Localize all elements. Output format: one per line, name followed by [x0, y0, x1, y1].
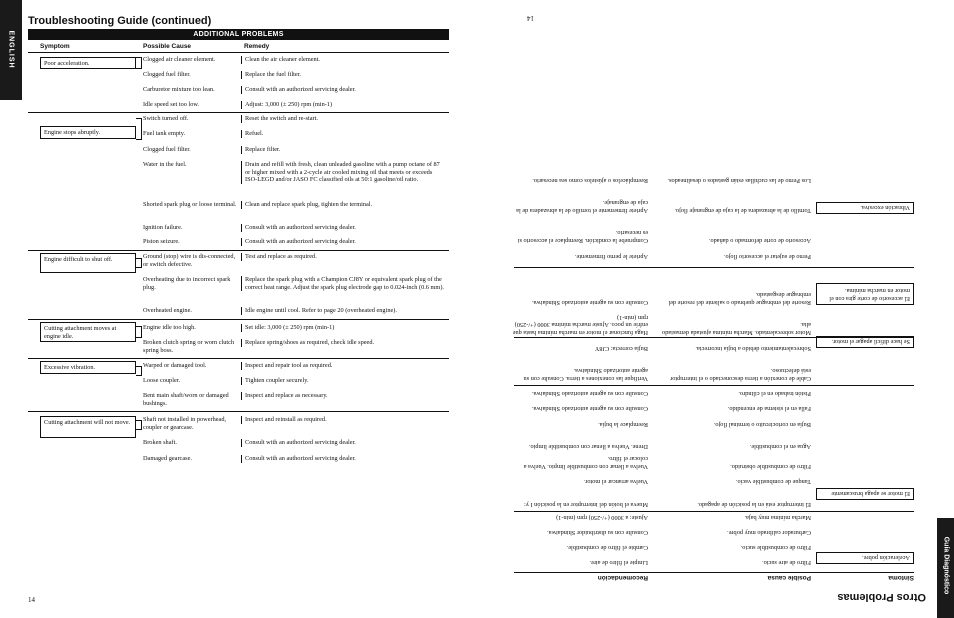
- spanish-header-symptom: Síntoma: [888, 574, 914, 581]
- remedy: Idle engine until cool. Refer to page 20 (overheated engine).: [241, 307, 446, 315]
- remedy: Refuel.: [241, 130, 446, 138]
- remedy: Consult with an authorized servicing dealer.: [241, 439, 446, 447]
- spanish-group-rule: [514, 385, 914, 386]
- possible-cause: Overheated engine.: [143, 307, 192, 314]
- symptom-bracket: [136, 57, 142, 69]
- spanish-remedy: Consulte con su agente autorizado Shindaiwa.: [531, 405, 648, 412]
- spanish-symptom-box: Se hace difícil apagar el motor.: [816, 336, 914, 348]
- section-bar: ADDITIONAL PROBLEMS: [28, 29, 449, 40]
- spanish-remedy: Bujía correcta: CJ8Y: [594, 345, 648, 352]
- spanish-possible-cause: Marcha mínima muy baja.: [744, 514, 811, 521]
- spanish-remedy: Haga funcionar el motor en marcha mínima hasta que enfríe un poco. Ajuste marcha mínima 3000 (+/-250) rpm (min-1): [512, 314, 648, 336]
- group-rule: [28, 411, 449, 412]
- spanish-possible-cause: Bujía en cortocircuito o terminal flojo.: [713, 421, 811, 428]
- spanish-remedy: Vuelva a llenar con combustible limpio. Vuelva a colocar el filtro.: [523, 455, 648, 470]
- symptom-box: Engine stops abruptly.: [40, 126, 136, 139]
- possible-cause: Damaged gearcase.: [143, 455, 192, 462]
- remedy: Consult with an authorized servicing dealer.: [241, 238, 446, 246]
- remedy: Consult with an authorized servicing dealer.: [241, 86, 446, 94]
- spanish-possible-cause: Pistón trabado en el cilindro.: [738, 390, 811, 397]
- spanish-possible-cause: Agua en el combustible.: [749, 443, 811, 450]
- symptom-box: Poor acceleration.: [40, 57, 136, 69]
- remedy: Reset the switch and re-start.: [241, 115, 446, 123]
- remedy: Test and replace as required.: [241, 253, 446, 261]
- spanish-remedy: Apriete firmemente el tornillo de la abrazadera de la caja de engranaje.: [516, 199, 648, 214]
- remedy: Tighten coupler securely.: [241, 377, 446, 385]
- spanish-possible-cause: Tornillo de la abrazadera de la caja de engranaje flojo.: [674, 207, 811, 214]
- symptom-box: Engine difficult to shut off.: [40, 253, 136, 273]
- spanish-page-number: 14: [527, 14, 534, 22]
- remedy: Consult with an authorized servicing dealer.: [241, 455, 446, 463]
- column-header-cause: Possible Cause: [143, 43, 192, 50]
- remedy: Inspect and repair tool as required.: [241, 362, 446, 370]
- possible-cause: Shaft not installed in powerhead, coupler or gearcase.: [143, 416, 227, 431]
- spanish-remedy: Mueva el botón del interruptor en la posición I y:: [524, 501, 648, 508]
- possible-cause: Clogged air cleaner element.: [143, 56, 216, 63]
- possible-cause: Loose coupler.: [143, 377, 181, 384]
- possible-cause: Water in the fuel.: [143, 161, 187, 168]
- spanish-tab-label: Guía Diagnóstico: [942, 536, 950, 595]
- symptom-bracket: [136, 420, 142, 430]
- spanish-header-rule: [514, 572, 914, 573]
- spanish-group-rule: [514, 337, 914, 338]
- spanish-symptom-box: El accesorio de corte gira con el motor en marcha mínima.: [816, 283, 914, 305]
- remedy: Replace the spark plug with a Champion CJ8Y or equivalent spark plug of the correct heat range. Adjust the spark plug electrode gap to 0.024-inch (0.6 mm).: [241, 276, 446, 291]
- possible-cause: Switch turned off.: [143, 115, 189, 122]
- spanish-group-rule: [514, 267, 914, 268]
- spanish-possible-cause: Filtro de aire sucio.: [762, 559, 811, 566]
- remedy: Inspect and reinstall as required.: [241, 416, 446, 424]
- spanish-remedy: Reemplace la bujía.: [598, 421, 648, 428]
- spanish-symptom-box: Vibración excesiva.: [816, 202, 914, 214]
- remedy: Clean the air cleaner element.: [241, 56, 446, 64]
- spanish-remedy: Reemplácelos o ajústelos como sea necesario.: [532, 177, 648, 184]
- possible-cause: Ignition failure.: [143, 224, 183, 231]
- symptom-bracket: [136, 118, 142, 140]
- spanish-group-rule: [514, 511, 914, 512]
- remedy: Replace the fuel filter.: [241, 71, 446, 79]
- spanish-remedy: Consulte con su agente autorizado Shindaiwa.: [531, 299, 648, 306]
- column-header-remedy: Remedy: [244, 43, 270, 50]
- possible-cause: Fuel tank empty.: [143, 130, 186, 137]
- language-side-tab: [0, 0, 22, 100]
- possible-cause: Warped or damaged tool.: [143, 362, 207, 369]
- possible-cause: Carburetor mixture too lean.: [143, 86, 215, 93]
- spanish-remedy: Compruebe la condición. Reemplace el accesorio si es necesario.: [517, 229, 648, 244]
- possible-cause: Clogged fuel filter.: [143, 146, 191, 153]
- group-rule: [28, 319, 449, 320]
- spanish-side-tab: [937, 518, 954, 618]
- symptom-box: Cutting attachment will not move.: [40, 416, 136, 438]
- possible-cause: Engine idle too high.: [143, 324, 196, 331]
- remedy: Clean and replace spark plug, tighten the terminal.: [241, 201, 446, 209]
- possible-cause: Shorted spark plug or loose terminal.: [143, 201, 237, 208]
- page-number: 14: [28, 596, 35, 604]
- spanish-possible-cause: Cable de conexión a tierra desconectado o el interruptor está defectuoso.: [670, 367, 811, 382]
- symptom-box: Cutting attachment moves at engine idle.: [40, 322, 136, 342]
- symptom-box: Excessive vibration.: [40, 361, 136, 374]
- spanish-possible-cause: Perno de sujetar el accesorio flojo.: [723, 253, 811, 260]
- spanish-remedy: Cambie el filtro de combustible.: [566, 544, 648, 551]
- spanish-possible-cause: Accesorio de corte deformado o dañado.: [708, 237, 811, 244]
- spanish-header-remedy: Recomendación: [597, 574, 648, 581]
- remedy: Adjust: 3,000 (± 250) rpm (min-1): [241, 101, 446, 109]
- symptom-bracket: [136, 258, 142, 268]
- possible-cause: Bent main shaft/worn or damaged bushings.: [143, 392, 229, 407]
- spanish-header-cause: Posible causa: [767, 574, 811, 581]
- spanish-possible-cause: Carburador calibrado muy pobre.: [727, 529, 811, 536]
- page-title: Troubleshooting Guide (continued): [28, 15, 212, 27]
- possible-cause: Broken clutch spring or worn clutch spring boss.: [143, 339, 235, 354]
- spanish-possible-cause: Los Perno de las cuchillas están gastados o desalineados.: [667, 177, 811, 184]
- remedy: Set idle: 3,000 (± 250) rpm (min-1): [241, 324, 446, 332]
- remedy: Inspect and replace as necessary.: [241, 392, 446, 400]
- column-header-symptom: Symptom: [40, 43, 70, 50]
- spanish-possible-cause: Motor sobrecalentado. Marcha mínima ajustada demasiado alta.: [662, 321, 811, 336]
- header-rule: [28, 52, 449, 53]
- group-rule: [28, 250, 449, 251]
- spanish-remedy: Consulte con su agente autorizado Shindaiwa.: [531, 390, 648, 397]
- group-rule: [28, 358, 449, 359]
- possible-cause: Idle speed set too low.: [143, 101, 200, 108]
- spanish-possible-cause: Sobrecalentamiento debido a bujía incorrecta.: [695, 345, 811, 352]
- remedy: Replace spring/shoes as required, check idle speed.: [241, 339, 446, 347]
- possible-cause: Clogged fuel filter.: [143, 71, 191, 78]
- possible-cause: Piston seizure.: [143, 238, 180, 245]
- possible-cause: Ground (stop) wire is dis-connected, or switch defective.: [143, 253, 236, 268]
- remedy: Drain and refill with fresh, clean unleaded gasoline with a pump octane of 87 or higher mixed with a 2-cycle air cooled mixing oil that meets or exceeds ISO-LEGD and/or JASO FC classified oils at 50:1 gasoline/oil ratio.: [241, 161, 446, 184]
- spanish-page-title: Otros Problemas: [837, 591, 926, 603]
- spanish-remedy: Consulte con su distribuidor Shindaiwa.: [547, 529, 648, 536]
- remedy: Replace filter.: [241, 146, 446, 154]
- spanish-remedy: Verifique las conexiones a tierra. Consulte con su agente autorizado Shindaiwa.: [523, 367, 648, 382]
- spanish-page: [477, 0, 954, 618]
- spanish-possible-cause: Filtro de combustible sucio.: [740, 544, 811, 551]
- spanish-symptom-box: Aceleración pobre.: [816, 552, 914, 564]
- spanish-possible-cause: Resorte del embrague quebrado o saliente del resorte del embrague desgastado.: [668, 291, 811, 306]
- remedy: Consult with an authorized servicing dealer.: [241, 224, 446, 232]
- symptom-bracket: [136, 366, 142, 376]
- spanish-possible-cause: Falla en el sistema de encendido.: [727, 405, 811, 412]
- spanish-remedy: Limpie el filtro de aire.: [589, 559, 648, 566]
- spanish-remedy: Ajuste: a 3000 (+/-250) rpm (min-1): [556, 514, 648, 521]
- spanish-symptom-box: El motor se apaga bruscamente: [816, 488, 914, 500]
- possible-cause: Overheating due to incorrect spark plug.: [143, 276, 231, 291]
- spanish-remedy: Apriete le perno firmemente.: [574, 253, 648, 260]
- group-rule: [28, 112, 449, 113]
- spanish-remedy: Vuelva arrancar el motor.: [584, 478, 648, 485]
- spanish-remedy: Drene. Vuelva a llenar con combustible limpio.: [528, 443, 648, 450]
- spanish-possible-cause: Filtro de combustible obstruido.: [730, 463, 811, 470]
- language-tab-label: ENGLISH: [7, 30, 15, 69]
- possible-cause: Broken shaft.: [143, 439, 177, 446]
- symptom-bracket: [136, 326, 142, 338]
- spanish-possible-cause: Tanque de combustible vacío.: [735, 478, 811, 485]
- spanish-possible-cause: El interruptor está en la posición de apagado.: [697, 501, 811, 508]
